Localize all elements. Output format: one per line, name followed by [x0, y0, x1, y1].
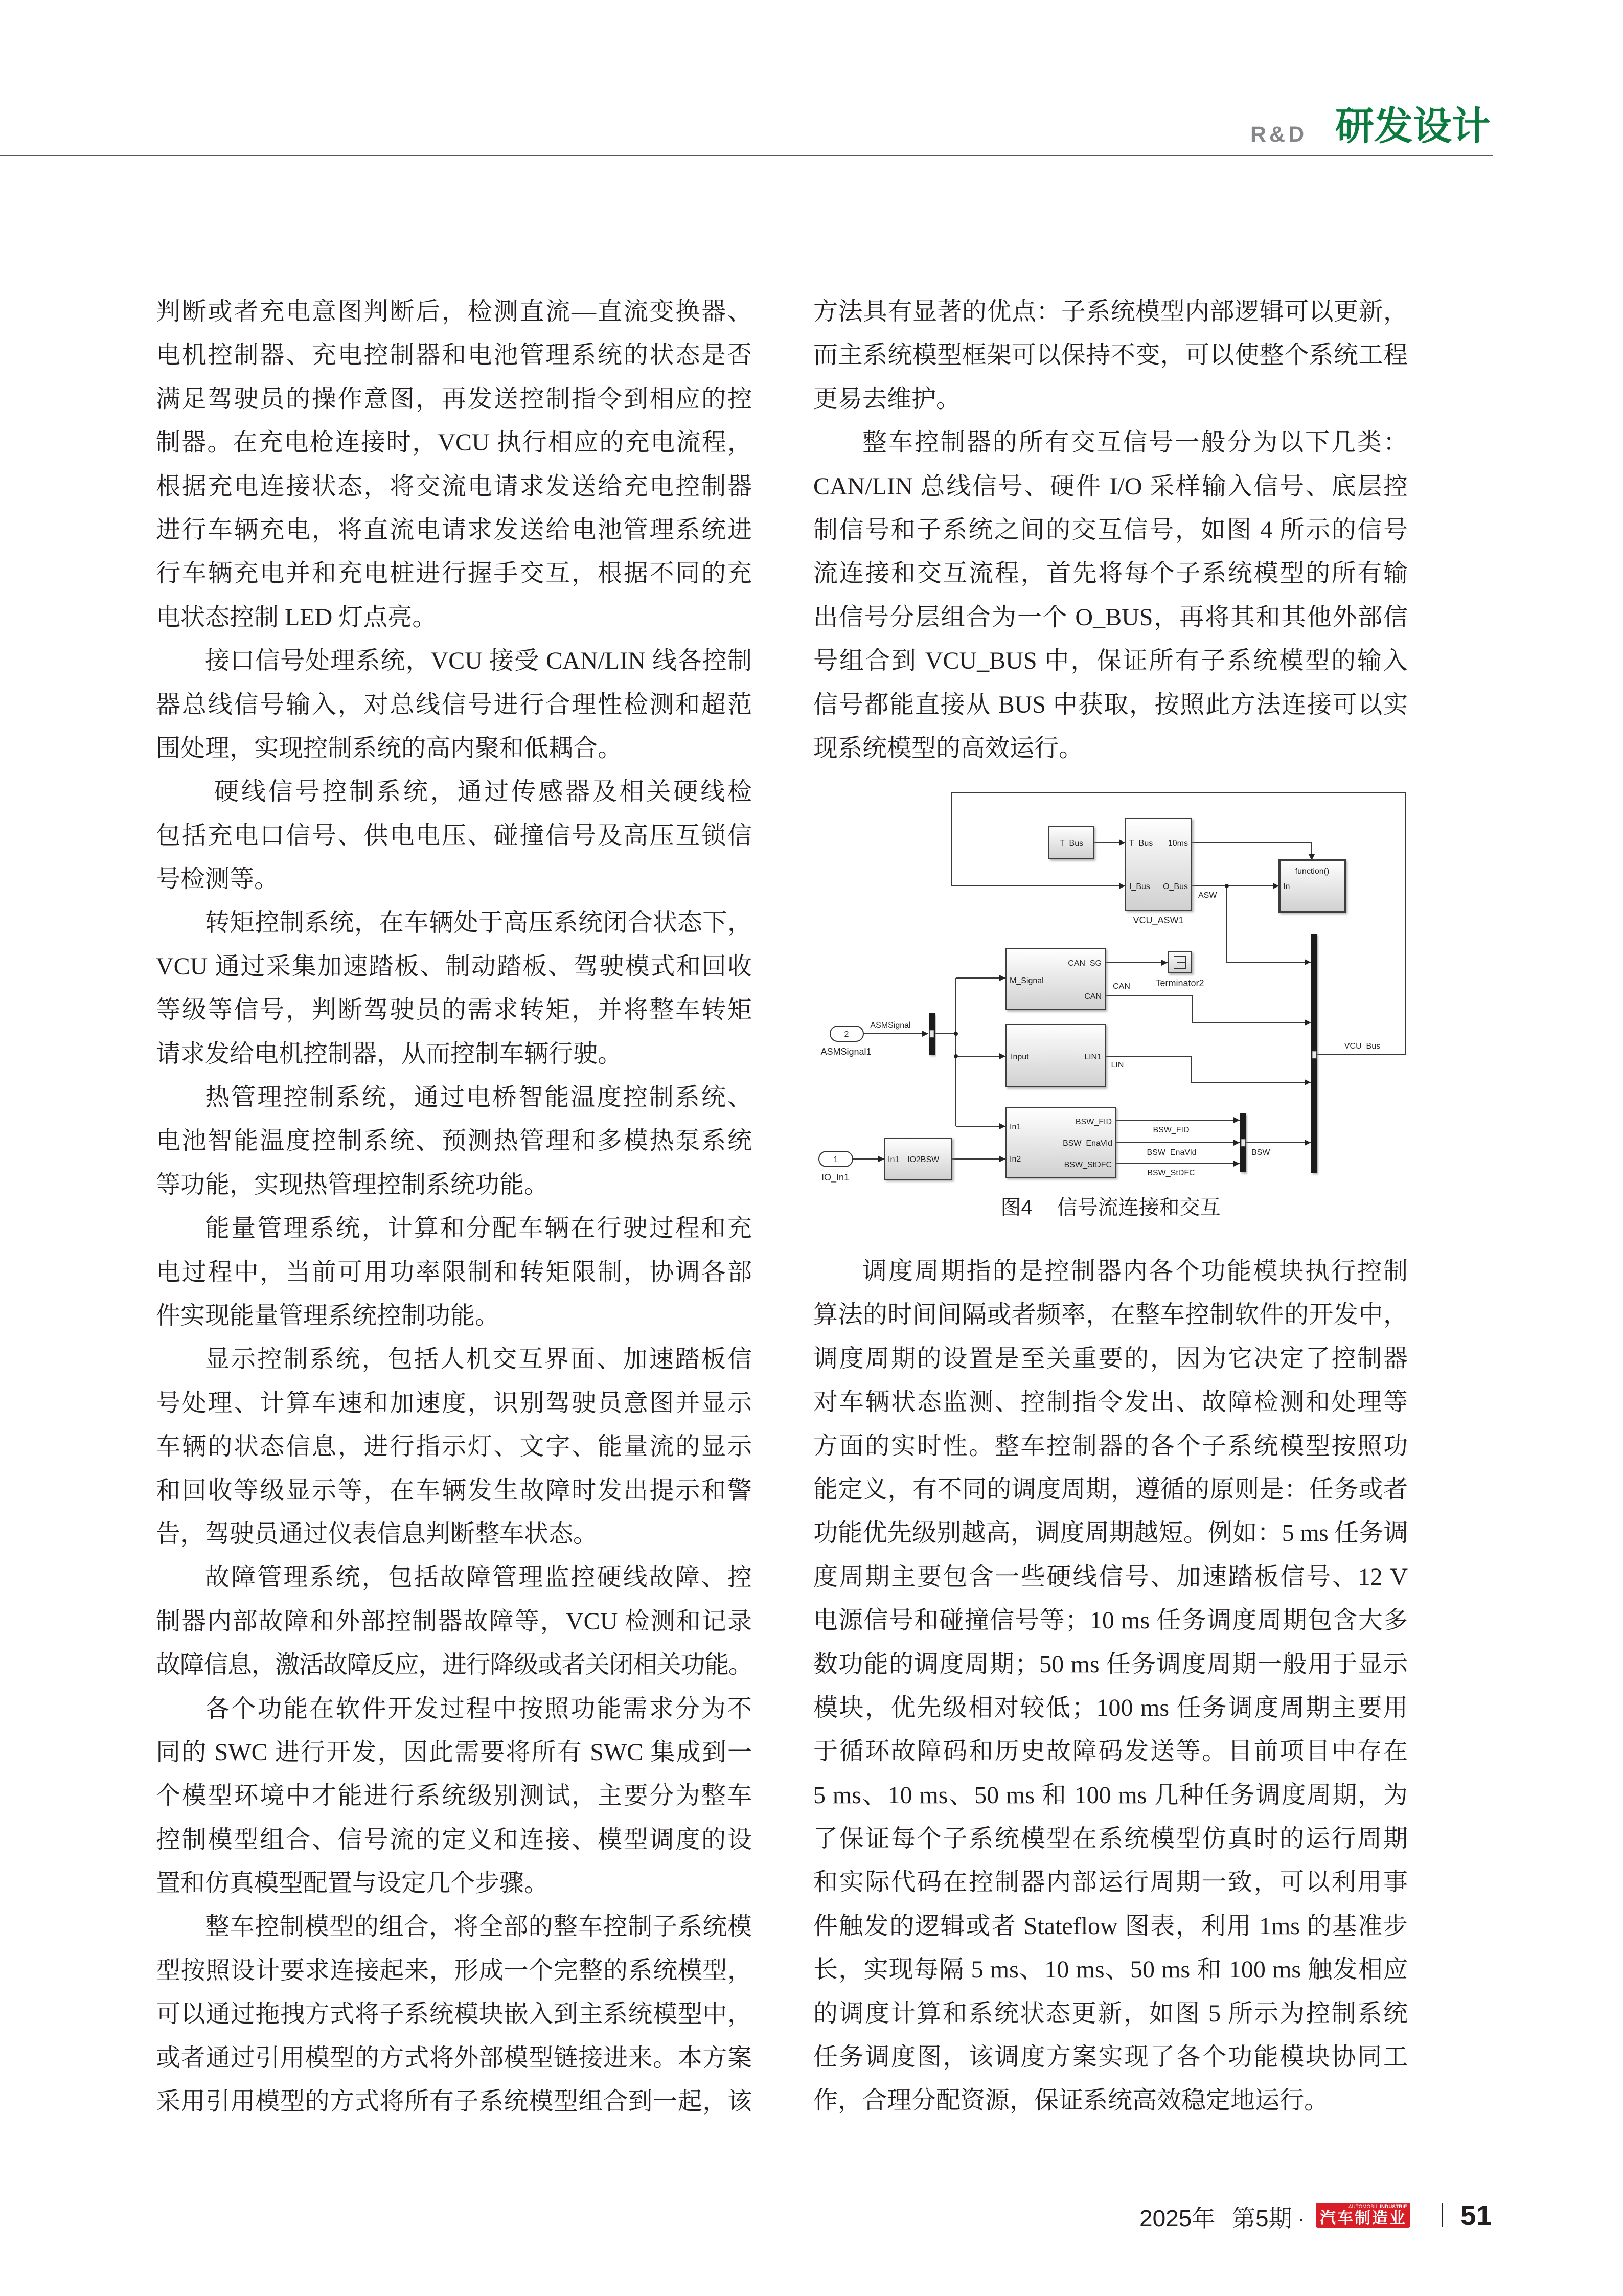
text-line: 于循环故障码和历史故障码发送等。目前项目中存在 [813, 1738, 1408, 1765]
inport-io-number: 1 [833, 1155, 838, 1164]
text-line: 能量管理系统，计算和分配车辆在行驶过程和充 [205, 1215, 752, 1242]
text-line: 号组合到 VCU_BUS 中，保证所有子系统模型的输入 [813, 647, 1408, 675]
figure-caption [813, 1195, 1408, 1220]
text-line: 调度周期的设置是至关重要的，因为它决定了控制器 [813, 1345, 1408, 1372]
paragraph [813, 1249, 1408, 2123]
text-line: 制器。在充电枪连接时，VCU 执行相应的充电流程， [156, 429, 752, 457]
lin-wire [1105, 1056, 1311, 1082]
paragraph [156, 1905, 752, 2123]
text-line: 个模型环境中才能进行系统级别测试，主要分为整车 [156, 1782, 752, 1810]
right-column-top [813, 290, 1408, 770]
terminator-name: Terminator2 [1155, 978, 1204, 988]
vcu-asw1-name: VCU_ASW1 [1133, 915, 1184, 925]
bus-output-marker [1241, 1139, 1245, 1146]
text-line: 等级等信号，判断驾驶员的需求转矩，并将整车转矩 [156, 996, 752, 1024]
logo-en-light: AUTOMOBIL [1348, 2204, 1379, 2210]
text-line: 进行车辆充电，将直流电请求发送给电池管理系统进 [156, 516, 752, 543]
text-line: 或者通过引用模型的方式将外部模型链接进来。本方案 [156, 2044, 752, 2072]
signal-label-can: CAN [1113, 982, 1130, 991]
text-line: 现系统模型的高效运行。 [813, 734, 1084, 762]
text-line: 电过程中，当前可用功率限制和转矩限制，协调各部 [156, 1258, 752, 1286]
text-line: 信号都能直接从 BUS 中获取，按照此方法连接可以实 [813, 691, 1408, 718]
junction-dot [954, 1032, 958, 1036]
paragraph [813, 290, 1408, 421]
text-line: 出信号分层组合为一个 O_BUS，再将其和其他外部信 [813, 603, 1408, 631]
text-line: 采用引用模型的方式将所有子系统模型组合到一起，该 [156, 2088, 752, 2116]
text-line: 制器内部故障和外部控制器故障等，VCU 检测和记录 [156, 1607, 752, 1635]
function-call-title: function() [1295, 867, 1330, 876]
text-line: 根据充电连接状态，将交流电请求发送给充电控制器 [156, 472, 752, 500]
text-line: 件触发的逻辑或者 Stateflow 图表，利用 1ms 的基准步 [813, 1912, 1408, 1940]
text-line: 电机控制器、充电控制器和电池管理系统的状态是否 [156, 342, 752, 369]
footer-divider [1442, 2203, 1443, 2227]
text-line: 流连接和交互流程，首先将每个子系统模型的所有输 [813, 560, 1408, 587]
can-wire [1105, 996, 1311, 1022]
text-line: 接口信号处理系统，VCU 接受 CAN/LIN 线各控制 [205, 647, 752, 675]
text-line: 故障管理系统，包括故障管理监控硬线故障、控 [205, 1564, 752, 1592]
footer-year: 2025年 [1139, 2205, 1216, 2232]
bsw-out-port: BSW_FID [1075, 1118, 1112, 1126]
text-line: 器总线信号输入，对总线信号进行合理性检测和超范 [156, 691, 752, 718]
paragraph [156, 1556, 752, 1687]
text-line: 和回收等级显示等，在车辆发生故障时发出提示和警 [156, 1476, 752, 1504]
text-line: 数功能的调度周期；50 ms 任务调度周期一般用于显示 [813, 1650, 1408, 1678]
text-line: 满足驾驶员的操作意图，再发送控制指令到相应的控 [156, 385, 752, 413]
vcu-asw1-block [1126, 819, 1192, 910]
text-line: 包括充电口信号、供电电压、碰撞信号及高压互锁信 [156, 822, 752, 849]
paragraph [156, 1687, 752, 1905]
text-line: 功能优先级别越高，调度周期越短。例如：5 ms 任务调 [813, 1519, 1408, 1547]
section-title: 研发设计 [1335, 105, 1491, 148]
text-line: 能定义，有不同的调度周期，遵循的原则是：任务或者 [813, 1475, 1408, 1503]
text-line: 硬线信号控制系统，通过传感器及相关硬线检 [214, 778, 752, 806]
text-line: 号处理、计算车速和加速度，识别驾驶员意图并显示 [156, 1389, 752, 1417]
trigger-10ms-wire [1192, 842, 1312, 860]
inport-asm-number: 2 [844, 1030, 849, 1039]
signal-label-bsw-enavld: BSW_EnaVld [1147, 1148, 1197, 1157]
text-line: 车辆的状态信息，进行指示灯、文字、能量流的显示 [156, 1433, 752, 1461]
signal-label-lin: LIN [1111, 1061, 1124, 1070]
text-line: 控制模型组合、信号流的定义和连接、模型调度的设 [156, 1826, 752, 1853]
lin-block-out-port: LIN1 [1084, 1053, 1102, 1061]
signal-label-bsw-stdfc: BSW_StDFC [1147, 1169, 1195, 1177]
text-line: 算法的时间间隔或者频率，在整车控制软件的开发中， [813, 1301, 1408, 1329]
text-line: 各个功能在软件开发过程中按照功能需求分为不 [205, 1695, 752, 1722]
text-line: 长，实现每隔 5 ms、10 ms、50 ms 和 100 ms 触发相应 [813, 1956, 1408, 1984]
text-line: 的调度计算和系统状态更新，如图 5 所示为控制系统 [813, 1999, 1408, 2027]
page-number: 51 [1460, 2199, 1492, 2231]
vcu-asw1-out-port-label: 10ms [1168, 839, 1188, 848]
m-signal-out-port: CAN [1084, 992, 1102, 1001]
figure-signal-flow-diagram [813, 787, 1411, 1191]
right-column-bottom [813, 1249, 1408, 2123]
paragraph [156, 290, 752, 639]
bsw-in-port: In1 [1010, 1123, 1021, 1131]
left-column [156, 290, 752, 2123]
text-line: CAN/LIN 总线信号、硬件 I/O 采样输入信号、底层控 [813, 472, 1408, 500]
text-line: 件实现能量管理系统控制功能。 [156, 1302, 500, 1329]
bsw-out-port: BSW_StDFC [1064, 1161, 1112, 1169]
text-line: 作，合理分配资源，保证系统高效稳定地运行。 [813, 2087, 1329, 2115]
footer-issue: 第5期 [1232, 2205, 1292, 2232]
text-line: 和实际代码在控制器内部运行周期一致，可以利用事 [813, 1869, 1408, 1896]
vcu-asw1-in-port-label: T_Bus [1129, 839, 1153, 848]
signal-label-asw: ASW [1198, 891, 1217, 900]
paragraph [156, 1207, 752, 1337]
text-line: 了保证每个子系统模型在系统模型仿真时的运行周期 [813, 1825, 1408, 1853]
text-line: 方面的实时性。整车控制器的各个子系统模型按照功 [813, 1432, 1408, 1460]
text-line: 型按照设计要求连接起来，形成一个完整的系统模型， [156, 1957, 752, 1984]
text-line: 方法具有显著的优点：子系统模型内部逻辑可以更新， [813, 298, 1408, 325]
inport-io-name: IO_In1 [821, 1172, 850, 1183]
bus-input-marker [930, 1030, 934, 1037]
text-line: 整车控制模型的组合，将全部的整车控制子系统模 [205, 1913, 752, 1941]
text-line: 置和仿真模型配置与设定几个步骤。 [156, 1870, 549, 1897]
text-line: 显示控制系统，包括人机交互界面、加速踏板信 [205, 1346, 752, 1373]
junction-dot [1225, 884, 1229, 888]
text-line: 电状态控制 LED 灯点亮。 [156, 603, 437, 631]
text-line: 整车控制器的所有交互信号一般分为以下几类： [862, 429, 1408, 457]
section-label-en: R&D [1250, 122, 1308, 147]
text-line: 对车辆状态监测、控制指令发出、故障检测和处理等 [813, 1389, 1408, 1416]
text-line: 电池智能温度控制系统、预测热管理和多模热泵系统 [156, 1127, 752, 1155]
signal-label-vcu-bus: VCU_Bus [1344, 1042, 1381, 1051]
text-line: 可以通过拖拽方式将子系统模块嵌入到主系统模型中， [156, 2001, 752, 2028]
magazine-logo-cn: 汽车制造业 [1320, 2209, 1407, 2227]
text-line: 度周期主要包含一些硬线信号、加速踏板信号、12 V [813, 1563, 1408, 1590]
paragraph [156, 1337, 752, 1556]
text-line: 任务调度图，该调度方案实现了各个功能模块协同工 [813, 2043, 1408, 2071]
text-line: 同的 SWC 进行开发，因此需要将所有 SWC 集成到一 [156, 1738, 752, 1766]
bus-output-marker [1312, 1051, 1316, 1058]
vcu-asw1-in-port-label: I_Bus [1129, 882, 1150, 891]
text-line: 故障信息，激活故障反应，进行降级或者关闭相关功能。 [156, 1651, 752, 1679]
text-line: 围处理，实现控制系统的高内聚和低耦合。 [156, 734, 623, 762]
signal-label-asm-signal: ASMSignal [870, 1021, 911, 1030]
text-line: 5 ms、10 ms、50 ms 和 100 ms 几种任务调度周期，为 [813, 1781, 1408, 1809]
logo-en-bold: INDUSTRIE [1380, 2204, 1407, 2210]
io2bsw-title: IO2BSW [907, 1155, 940, 1164]
text-line: 更易去维护。 [813, 385, 961, 413]
text-line: 转矩控制系统，在车辆处于高压系统闭合状态下， [205, 909, 752, 937]
m-signal-in-port: M_Signal [1010, 976, 1044, 985]
paragraph [156, 770, 752, 901]
bsw-out-port: BSW_EnaVld [1063, 1139, 1112, 1148]
paragraph [813, 421, 1408, 770]
io2bsw-in-port: In1 [888, 1155, 900, 1164]
lin-block-in-port: Input [1011, 1053, 1029, 1061]
text-line: 告，驾驶员通过仪表信息判断整车状态。 [156, 1520, 598, 1548]
text-line: 请求发给电机控制器，从而控制车辆行驶。 [156, 1040, 623, 1067]
m-signal-out-port: CAN_SG [1068, 959, 1102, 968]
footer-separator: · [1297, 2205, 1306, 2232]
inport-asm-name: ASMSignal1 [820, 1047, 872, 1057]
text-line: 制信号和子系统之间的交互信号，如图 4 所示的信号 [813, 516, 1408, 543]
header-rule [0, 155, 1493, 156]
paragraph [156, 901, 752, 1076]
text-line: 而主系统模型框架可以保持不变，可以使整个系统工程 [813, 342, 1408, 369]
signal-label-bsw-fid: BSW_FID [1153, 1126, 1190, 1134]
text-line: 判断或者充电意图判断后，检测直流—直流变换器、 [156, 298, 752, 325]
figure-number: 图4 [1000, 1196, 1033, 1219]
text-line: 调度周期指的是控制器内各个功能模块执行控制 [862, 1258, 1408, 1285]
text-line: 热管理控制系统，通过电桥智能温度控制系统、 [205, 1084, 752, 1111]
text-line: 行车辆充电并和充电桩进行握手交互，根据不同的充 [156, 560, 752, 587]
text-line: 模块，优先级相对较低；100 ms 任务调度周期主要用 [813, 1694, 1408, 1721]
figure-title: 信号流连接和交互 [1057, 1196, 1221, 1219]
paragraph [156, 1076, 752, 1207]
junction-dot [954, 1054, 958, 1058]
text-line: 电源信号和碰撞信号等；10 ms 任务调度周期包含大多 [813, 1607, 1408, 1634]
text-line: 号检测等。 [156, 866, 279, 893]
vcu-asw1-out-port-label: O_Bus [1163, 882, 1188, 891]
signal-label-bsw: BSW [1251, 1148, 1270, 1157]
text-line: VCU 通过采集加速踏板、制动踏板、驾驶模式和回收 [156, 952, 752, 980]
paragraph [156, 639, 752, 770]
magazine-logo [1316, 2203, 1410, 2228]
t-bus-label: T_Bus [1059, 839, 1084, 848]
text-line: 等功能，实现热管理控制系统功能。 [156, 1171, 549, 1198]
function-call-in-port: In [1283, 882, 1290, 891]
bsw-in-port: In2 [1010, 1155, 1021, 1164]
